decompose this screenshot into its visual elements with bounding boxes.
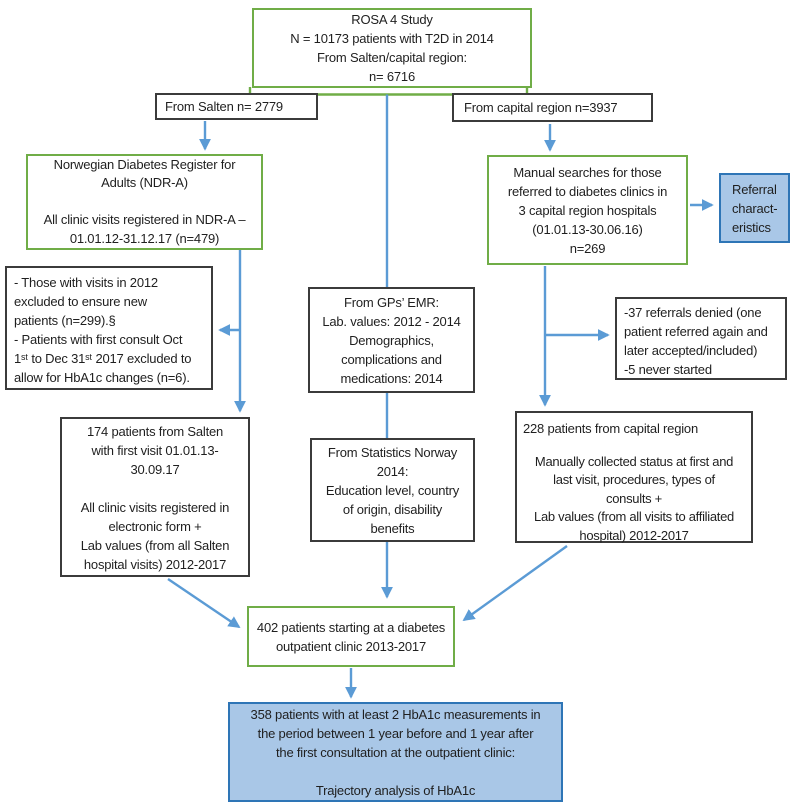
patients-402-text: 402 patients starting at a diabetes outpatient clinic 2013-2017 <box>256 619 446 654</box>
referral-characteristics-text: Referral charact- eristics <box>732 181 778 235</box>
patients-358-box <box>228 702 563 802</box>
patients-358-text: 358 patients with at least 2 HbA1c measurements in the period between 1 year before and 1 year after the first consultation at the outpatient clinic: Trajectory analysis of HbA1c <box>250 706 541 798</box>
patients-402-box <box>247 606 455 667</box>
ndr-a-text: Norwegian Diabetes Register for Adults (NDR-A) All clinic visits registered in NDR-A – 01.01.12-31.12.17 (n=479) <box>43 156 246 246</box>
manual-searches-text: Manual searches for those referred to diabetes clinics in 3 capital region hospitals (01.01.13-30.06.16) n=269 <box>507 164 668 256</box>
salten-exclusions-box <box>5 266 213 390</box>
statistics-norway-text: From Statistics Norway 2014: Education level, country of origin, disability benefits <box>325 444 460 536</box>
salten-exclusions-text: - Those with visits in 2012 excluded to ensure new patients (n=299).§ - Patients with first consult Oct 1ˢᵗ to Dec 31ˢᵗ 2017 excluded to allow for HbA1c changes (n=6). <box>14 275 192 385</box>
from-capital-text: From capital region n=3937 <box>464 100 618 115</box>
capital-228-body: Manually collected status at first and last visit, procedures, types of consults + Lab values (from all visits to affiliated hospital) 2012-2017 <box>534 453 734 543</box>
rosa-study-box <box>252 8 532 88</box>
ndr-a-box <box>26 154 263 250</box>
referral-characteristics-box <box>719 173 790 243</box>
manual-searches-box <box>487 155 688 265</box>
capital-228-header: 228 patients from capital region <box>523 421 698 436</box>
arrow-228-to-402 <box>464 546 567 620</box>
salten-174-box <box>60 417 250 577</box>
capital-228-box <box>515 411 753 543</box>
gps-emr-box <box>308 287 475 393</box>
capital-exclusions-box <box>615 297 787 380</box>
from-capital-box <box>452 93 653 122</box>
gps-emr-text: From GPs’ EMR: Lab. values: 2012 - 2014 Demographics, complications and medications: 2014 <box>322 294 461 386</box>
salten-174-text: 174 patients from Salten with first visit 01.01.13- 30.09.17 All clinic visits registered in electronic form + Lab values (from all Salten hospital visits) 2012-2017 <box>80 424 230 572</box>
arrow-174-to-402 <box>168 579 239 627</box>
statistics-norway-box <box>310 438 475 542</box>
from-salten-text: From Salten n= 2779 <box>165 99 283 114</box>
capital-exclusions-text: -37 referrals denied (one patient referred again and later accepted/included) -5 never started <box>624 305 768 377</box>
from-salten-box <box>155 93 318 120</box>
rosa-study-text: ROSA 4 Study N = 10173 patients with T2D in 2014 From Salten/capital region: n= 6716 <box>290 12 494 84</box>
